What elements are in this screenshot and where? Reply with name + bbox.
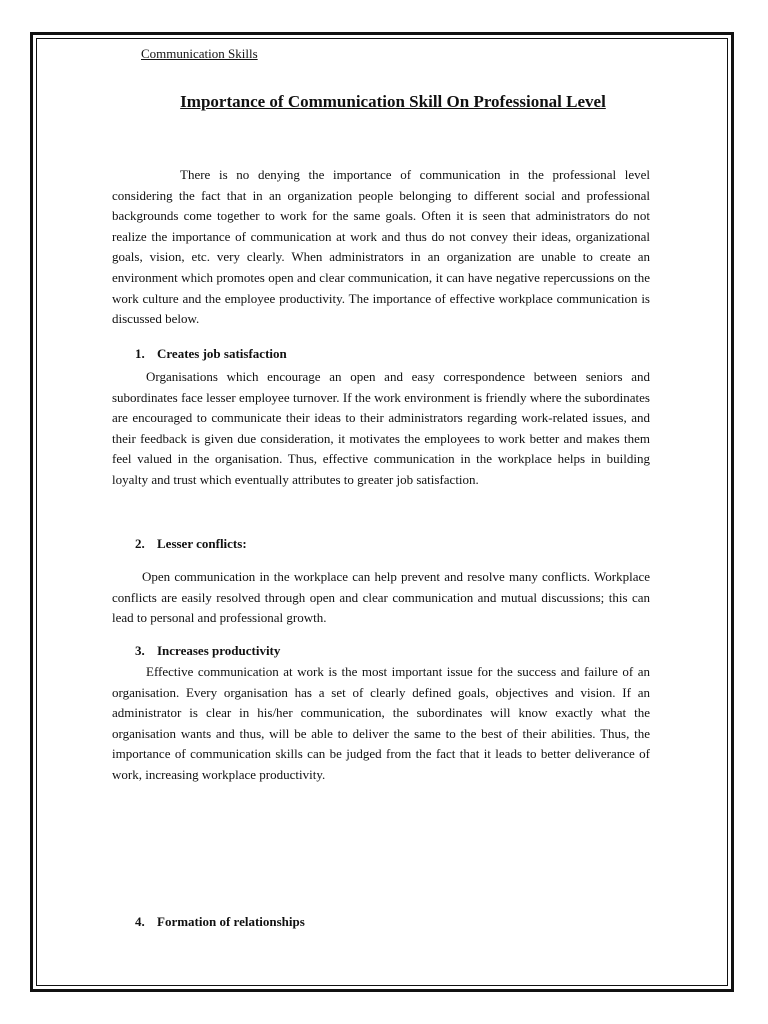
section-heading-text: Creates job satisfaction: [157, 346, 287, 361]
section-heading-text: Formation of relationships: [157, 914, 305, 929]
section-heading-2: [135, 534, 247, 554]
header-label: Communication Skills: [141, 46, 258, 61]
section-heading-1: [135, 344, 287, 364]
section-number: 3.: [135, 643, 145, 658]
section-number: 4.: [135, 914, 145, 929]
section-heading-3: [135, 641, 280, 661]
section-number: 1.: [135, 346, 145, 361]
section-number: 2.: [135, 536, 145, 551]
intro-paragraph: There is no denying the importance of communication in the professional level considering the fact that in an organization people belonging to different social and professional backgrounds come together to work for the same goals. Often it is seen that administrators do not realize the importance of communication at work and thus do not convey their ideas, organizational goals, vision, etc. very clearly. When administrators in an organization are unable to create an environment which promotes open and clear communication, it can have negative repercussions on the work culture and the employee productivity. The importance of effective workplace communication is discussed below.: [112, 167, 650, 327]
section-heading-4: [135, 912, 305, 932]
document-title: Importance of Communication Skill On Professional Level: [180, 92, 606, 111]
section-heading-text: Increases productivity: [157, 643, 281, 658]
section-body-1: Organisations which encourage an open and easy correspondence between seniors and subordinates face lesser employee turnover. If the work environment is friendly where the subordinates are encouraged to communicate their ideas to their administrators regarding work-related issues, and their feedback is given due consideration, it motivates the employees to work better and makes them feel valued in the organisation. Thus, effective communication in the workplace helps in building loyalty and trust which eventually attributes to greater job satisfaction.: [112, 369, 650, 487]
section-heading-text: Lesser conflicts:: [157, 536, 247, 551]
section-body-2: Open communication in the workplace can help prevent and resolve many conflicts. Workplace conflicts are easily resolved through open and clear communication and mutual discussions; this can lead to personal and professional growth.: [112, 569, 650, 626]
section-body-3: Effective communication at work is the most important issue for the success and failure of an organisation. Every organisation has a set of clearly defined goals, objectives and vision. If an administrator is clear in his/her communication, the subordinates will know exactly what the organisation wants and thus, will be able to deliver the same to the best of their abilities. Thus, the importance of communication skills can be judged from the fact that it leads to better deliverance of work, increasing workplace productivity.: [112, 664, 650, 782]
